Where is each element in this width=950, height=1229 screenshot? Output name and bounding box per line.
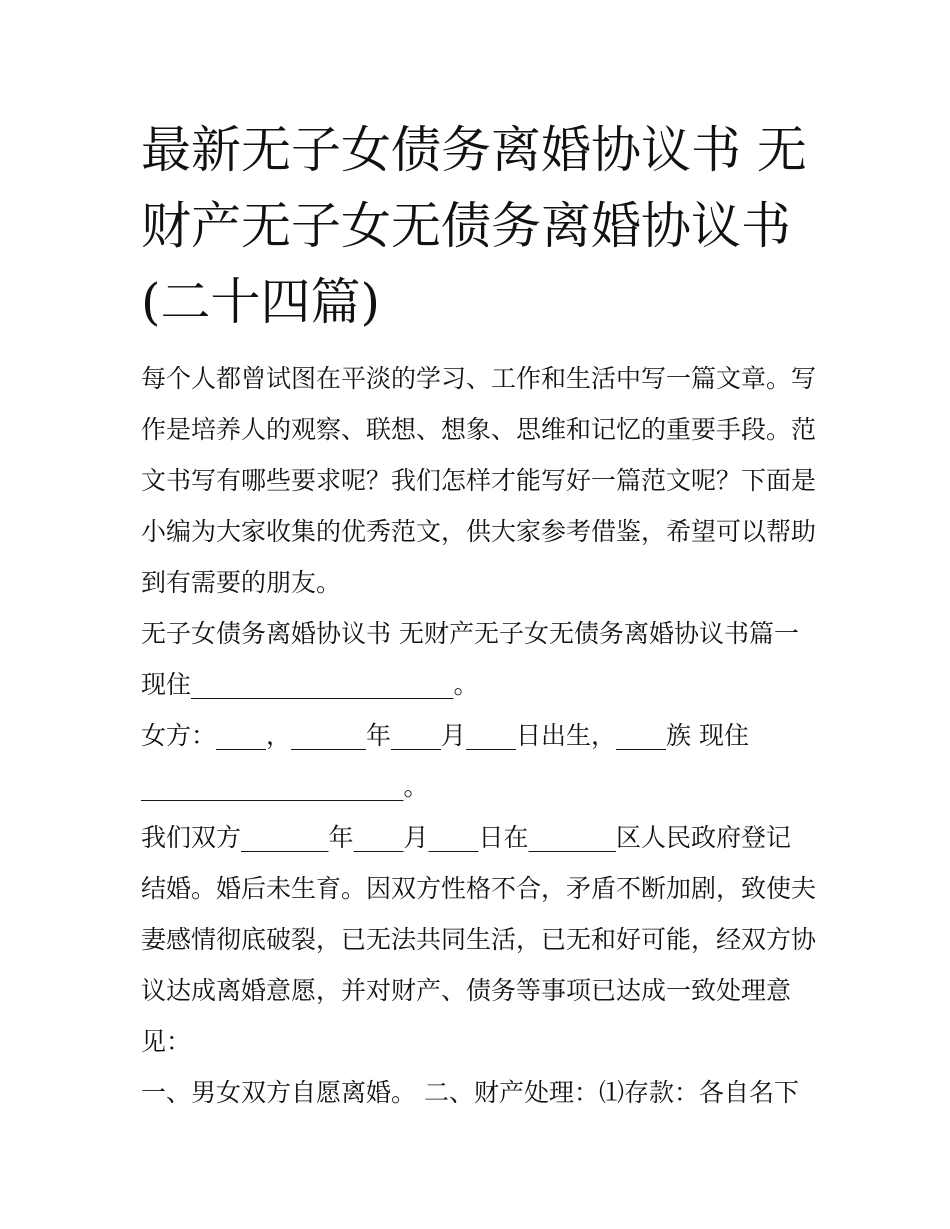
paragraph-line: 小编为大家收集的优秀范文，供大家参考借鉴，希望可以帮助 [141, 517, 817, 546]
paragraph-line: 文书写有哪些要求呢？我们怎样才能写好一篇范文呢？下面是 [141, 466, 817, 495]
document-title [141, 112, 821, 340]
title-line-2: 财产无子女无债务离婚协议书 [141, 197, 791, 255]
paragraph-line: 我们双方_______年____月____日在_______区人民政府登记 [141, 823, 792, 852]
paragraph-line: 妻感情彻底破裂，已无法共同生活，已无和好可能，经双方协 [141, 925, 817, 954]
title-line-3: (二十四篇) [141, 273, 381, 331]
paragraph-line: 议达成离婚意愿，并对财产、债务等事项已达成一致处理意 [141, 976, 792, 1005]
title-line-1: 最新无子女债务离婚协议书 无 [141, 121, 807, 179]
paragraph-line: 现住_____________________。 [141, 670, 479, 699]
paragraph-line: _____________________。 [141, 772, 429, 801]
paragraph-line: 结婚。婚后未生育。因双方性格不合，矛盾不断加剧，致使夫 [141, 874, 817, 903]
paragraph-line: 作是培养人的观察、联想、想象、思维和记忆的重要手段。范 [141, 415, 817, 444]
paragraph-line: 每个人都曾试图在平淡的学习、工作和生活中写一篇文章。写 [141, 364, 817, 393]
paragraph-line: 女方：____，______年____月____日出生，____族 现住 [141, 721, 749, 750]
paragraph-line: 到有需要的朋友。 [141, 568, 342, 597]
paragraph-line: 一、男女双方自愿离婚。 二、财产处理：⑴存款：各自名下 [141, 1078, 799, 1107]
section-heading: 无子女债务离婚协议书 无财产无子女无债务离婚协议书篇一 [141, 619, 799, 648]
paragraph-line: 见： [141, 1027, 192, 1056]
